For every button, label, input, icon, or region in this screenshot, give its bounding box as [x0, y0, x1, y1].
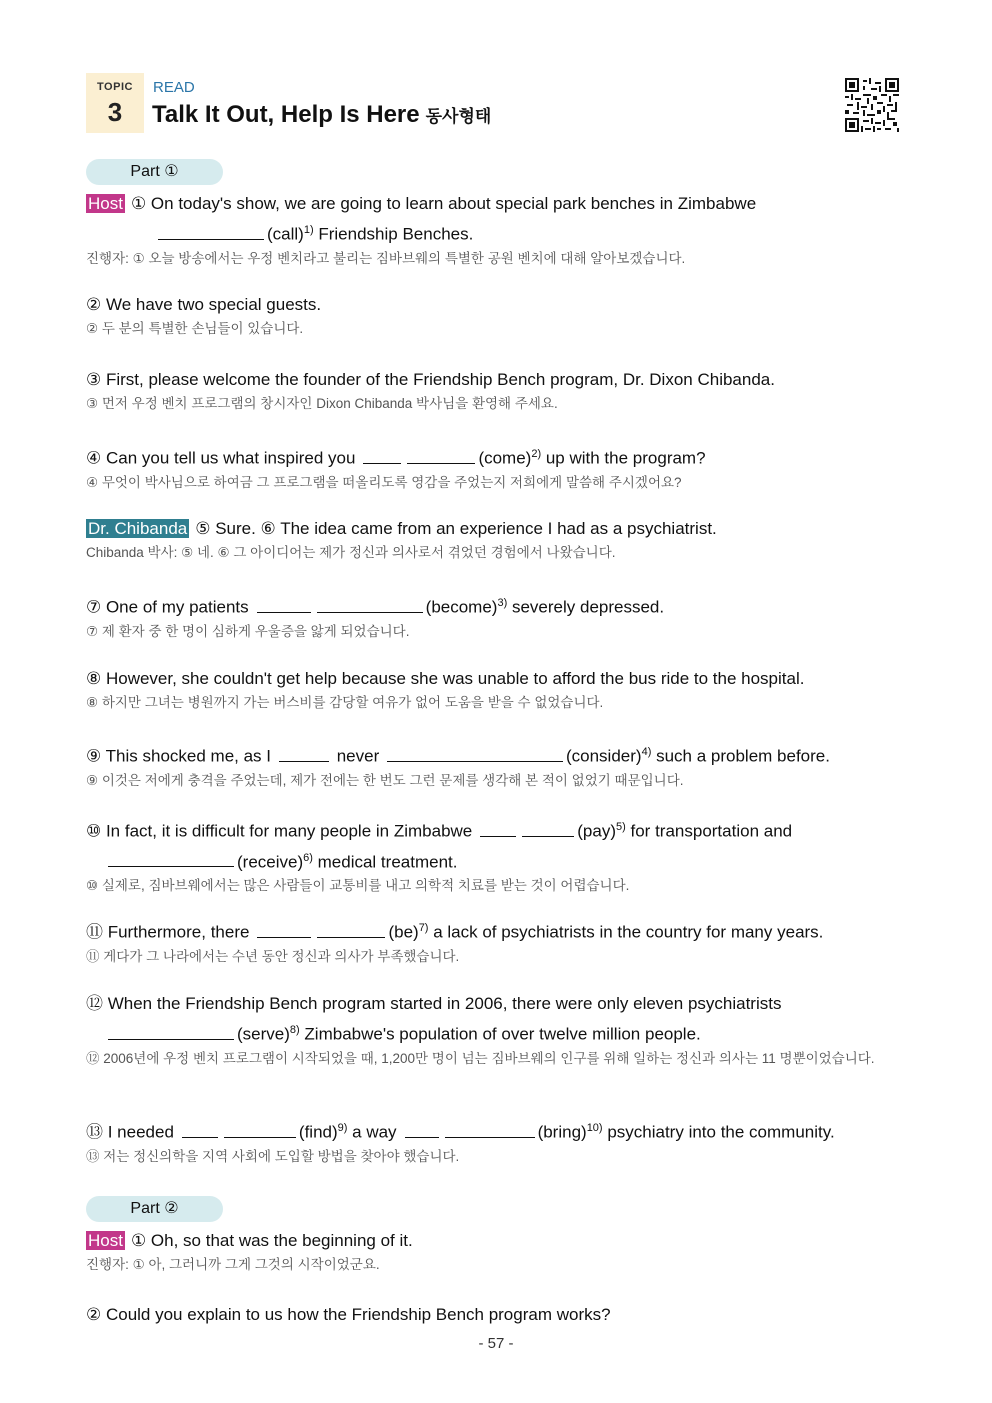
- answer-blank-8[interactable]: [108, 1023, 234, 1040]
- sentence-9-kr: ⑨ 이것은 저에게 충격을 주었는데, 제가 전에는 한 번도 그런 문제를 생각해 본 적이 없었기 때문입니다.: [86, 772, 684, 788]
- sentence-7-kr: ⑦ 제 환자 중 한 명이 심하게 우울증을 앓게 되었습니다.: [86, 623, 410, 639]
- s4-text: ④ Can you tell us what inspired you: [86, 448, 356, 468]
- part-2-label: Part ②: [86, 1196, 223, 1222]
- sentence-1-kr: 진행자: ① 오늘 방송에서는 우정 벤치라고 불리는 짐바브웨의 특별한 공원 벤치에 대해 알아보겠습니다.: [86, 250, 686, 266]
- sentence-5: [86, 515, 908, 564]
- part2-sentence-2-en: ② Could you explain to us how the Friendship Bench program works?: [86, 1305, 611, 1324]
- sentence-1-en: [86, 190, 908, 217]
- s13-verb: (find): [298, 1122, 338, 1142]
- s9-number: 4): [641, 746, 652, 758]
- answer-blank-2b[interactable]: [407, 447, 475, 464]
- sentence-2: [86, 291, 908, 340]
- sentence-12: [86, 990, 908, 1070]
- part2-sentence-1-kr: 진행자: ① 아, 그러니까 그게 그것의 시작이었군요.: [86, 1257, 380, 1272]
- sentence-10-en-cont: [86, 845, 908, 876]
- sentence-2-kr: ② 두 분의 특별한 손님들이 있습니다.: [86, 321, 304, 336]
- s10-verb: (pay): [577, 821, 616, 841]
- sentence-5-en: [86, 515, 908, 542]
- topic-number: 3: [107, 97, 123, 127]
- answer-blank-6[interactable]: [108, 850, 234, 867]
- sentence-4-en: [86, 441, 908, 472]
- answer-blank-9a[interactable]: [182, 1121, 218, 1138]
- sentence-4-kr: ④ 무엇이 박사님으로 하여금 그 프로그램을 떠올리도록 영감을 주었는지 저희에게 말씀해 주시겠어요?: [86, 474, 682, 490]
- sentence-3: [86, 366, 908, 415]
- p2-s1-text: ① Oh, so that was the beginning of it.: [130, 1231, 413, 1250]
- part-1-label: Part ①: [86, 159, 223, 185]
- subtitle: 동사형태: [425, 107, 492, 126]
- s5-text: ⑤ Sure. ⑥ The idea came from an experience I had as a psychiatrist.: [195, 519, 717, 538]
- sentence-10: [86, 814, 908, 897]
- answer-blank-4a[interactable]: [279, 745, 329, 762]
- topic-badge: [86, 73, 144, 133]
- answer-blank-5b[interactable]: [522, 820, 574, 837]
- s7-rest: severely depressed.: [507, 597, 665, 617]
- s10-number: 5): [616, 821, 626, 833]
- answer-blank-10a[interactable]: [405, 1121, 439, 1138]
- sentence-8-kr: ⑧ 하지만 그녀는 병원까지 가는 버스비를 감당할 여유가 없어 도움을 받을 수 없었습니다.: [86, 695, 604, 710]
- s1-rest: Friendship Benches.: [313, 224, 474, 244]
- s11-number: 7): [418, 922, 429, 934]
- sentence-11-en: [86, 915, 908, 946]
- sentence-1-en-cont: [86, 217, 908, 248]
- sentence-10-kr: ⑩ 실제로, 짐바브웨에서는 많은 사람들이 교통비를 내고 의학적 치료를 받는 것이 어렵습니다.: [86, 878, 630, 894]
- sentence-3-en: ③ First, please welcome the founder of the Friendship Bench program, Dr. Dixon Chibanda.: [86, 370, 775, 389]
- sentence-8-en: ⑧ However, she couldn't get help because she was unable to afford the bus ride to the hospital.: [86, 669, 805, 688]
- answer-blank-7b[interactable]: [317, 921, 385, 938]
- answer-blank-3a[interactable]: [257, 596, 311, 613]
- sentence-1: [86, 190, 908, 270]
- sentence-9-en: [86, 739, 908, 770]
- s4-rest: up with the program?: [541, 448, 706, 468]
- answer-blank-5a[interactable]: [480, 820, 516, 837]
- s4-verb: (come): [478, 448, 532, 468]
- sentence-12-kr: ⑫ 2006년에 우정 벤치 프로그램이 시작되었을 때, 1,200만 명이 넘는 짐바브웨의 인구를 위해 일하는 정신과 의사는 11 명뿐이었습니다.: [86, 1050, 875, 1066]
- s7-number: 3): [497, 597, 508, 609]
- sentence-12-en-cont: [86, 1017, 908, 1048]
- section-label: READ: [153, 79, 195, 96]
- s9-rest: such a problem before.: [651, 746, 830, 766]
- sentence-2-en: ② We have two special guests.: [86, 295, 322, 314]
- sentence-13: [86, 1115, 908, 1168]
- sentence-4: [86, 441, 908, 494]
- part2-sentence-1-en: [86, 1227, 908, 1254]
- answer-blank-1[interactable]: [158, 223, 264, 240]
- part2-sentence-2: [86, 1301, 908, 1328]
- s12-number: 8): [289, 1024, 300, 1036]
- s13-way: a way: [347, 1122, 397, 1142]
- s10-text: ⑩ In fact, it is difficult for many people in Zimbabwe: [86, 821, 473, 841]
- s9-verb: (consider): [565, 746, 642, 766]
- s12-rest: Zimbabwe's population of over twelve million people.: [299, 1024, 701, 1044]
- s9-text: ⑨ This shocked me, as I: [86, 746, 271, 766]
- s10-verb-2: (receive): [237, 852, 304, 872]
- answer-blank-2a[interactable]: [363, 447, 401, 464]
- s11-rest: a lack of psychiatrists in the country for many years.: [428, 922, 824, 942]
- title-text: Talk It Out, Help Is Here: [152, 101, 420, 128]
- sentence-12-en: ⑫ When the Friendship Bench program started in 2006, there were only eleven psychiatrists: [86, 994, 782, 1013]
- sentence-9: [86, 739, 908, 792]
- answer-blank-10b[interactable]: [445, 1121, 535, 1138]
- answer-blank-9b[interactable]: [224, 1121, 296, 1138]
- part2-sentence-1: [86, 1227, 908, 1276]
- s1-text: ① On today's show, we are going to learn about special park benches in Zimbabwe: [130, 194, 757, 213]
- page-title: [152, 101, 491, 129]
- sentence-7: [86, 590, 908, 643]
- sentence-5-kr: Chibanda 박사: ⑤ 네. ⑥ 그 아이디어는 제가 정신과 의사로서 겪었던 경험에서 나왔습니다.: [86, 545, 616, 560]
- page-number: - 57 -: [478, 1335, 514, 1352]
- qr-code-icon[interactable]: [845, 78, 899, 132]
- s7-verb: (become): [425, 597, 498, 617]
- s13-number: 9): [337, 1122, 348, 1134]
- sentence-13-en: [86, 1115, 908, 1146]
- s11-text: ⑪ Furthermore, there: [86, 922, 250, 942]
- s7-text: ⑦ One of my patients: [86, 597, 249, 617]
- s13-rest: psychiatry into the community.: [602, 1122, 835, 1142]
- s10-rest: for transportation and: [625, 821, 793, 841]
- host-speaker-tag: Host: [88, 194, 123, 213]
- answer-blank-3b[interactable]: [317, 596, 423, 613]
- topic-label: TOPIC: [97, 81, 133, 93]
- s13-verb-2: (bring): [537, 1122, 587, 1142]
- answer-blank-7a[interactable]: [257, 921, 311, 938]
- s10-rest-2: medical treatment.: [312, 852, 458, 872]
- s9-never: never: [332, 746, 384, 766]
- sentence-8: [86, 665, 908, 714]
- s12-verb: (serve): [237, 1024, 290, 1044]
- sentence-3-kr: ③ 먼저 우정 벤치 프로그램의 창시자인 Dixon Chibanda 박사님을 환영해 주세요.: [86, 396, 558, 411]
- s13-number-2: 10): [586, 1122, 603, 1134]
- s1-number: 1): [303, 224, 314, 236]
- sentence-11-kr: ⑪ 게다가 그 나라에서는 수년 동안 정신과 의사가 부족했습니다.: [86, 948, 460, 964]
- s4-number: 2): [531, 448, 542, 460]
- s13-text: ⑬ I needed: [86, 1122, 174, 1142]
- s10-number-2: 6): [303, 851, 313, 864]
- dr-speaker-tag: Dr. Chibanda: [88, 519, 188, 538]
- sentence-11: [86, 915, 908, 968]
- s1-verb: (call): [267, 224, 304, 244]
- host-speaker-tag-2: Host: [88, 1231, 123, 1250]
- sentence-13-kr: ⑬ 저는 정신의학을 지역 사회에 도입할 방법을 찾아야 했습니다.: [86, 1148, 460, 1164]
- answer-blank-4b[interactable]: [387, 745, 563, 762]
- sentence-7-en: [86, 590, 908, 621]
- s11-verb: (be): [388, 922, 419, 942]
- sentence-10-en: [86, 814, 908, 845]
